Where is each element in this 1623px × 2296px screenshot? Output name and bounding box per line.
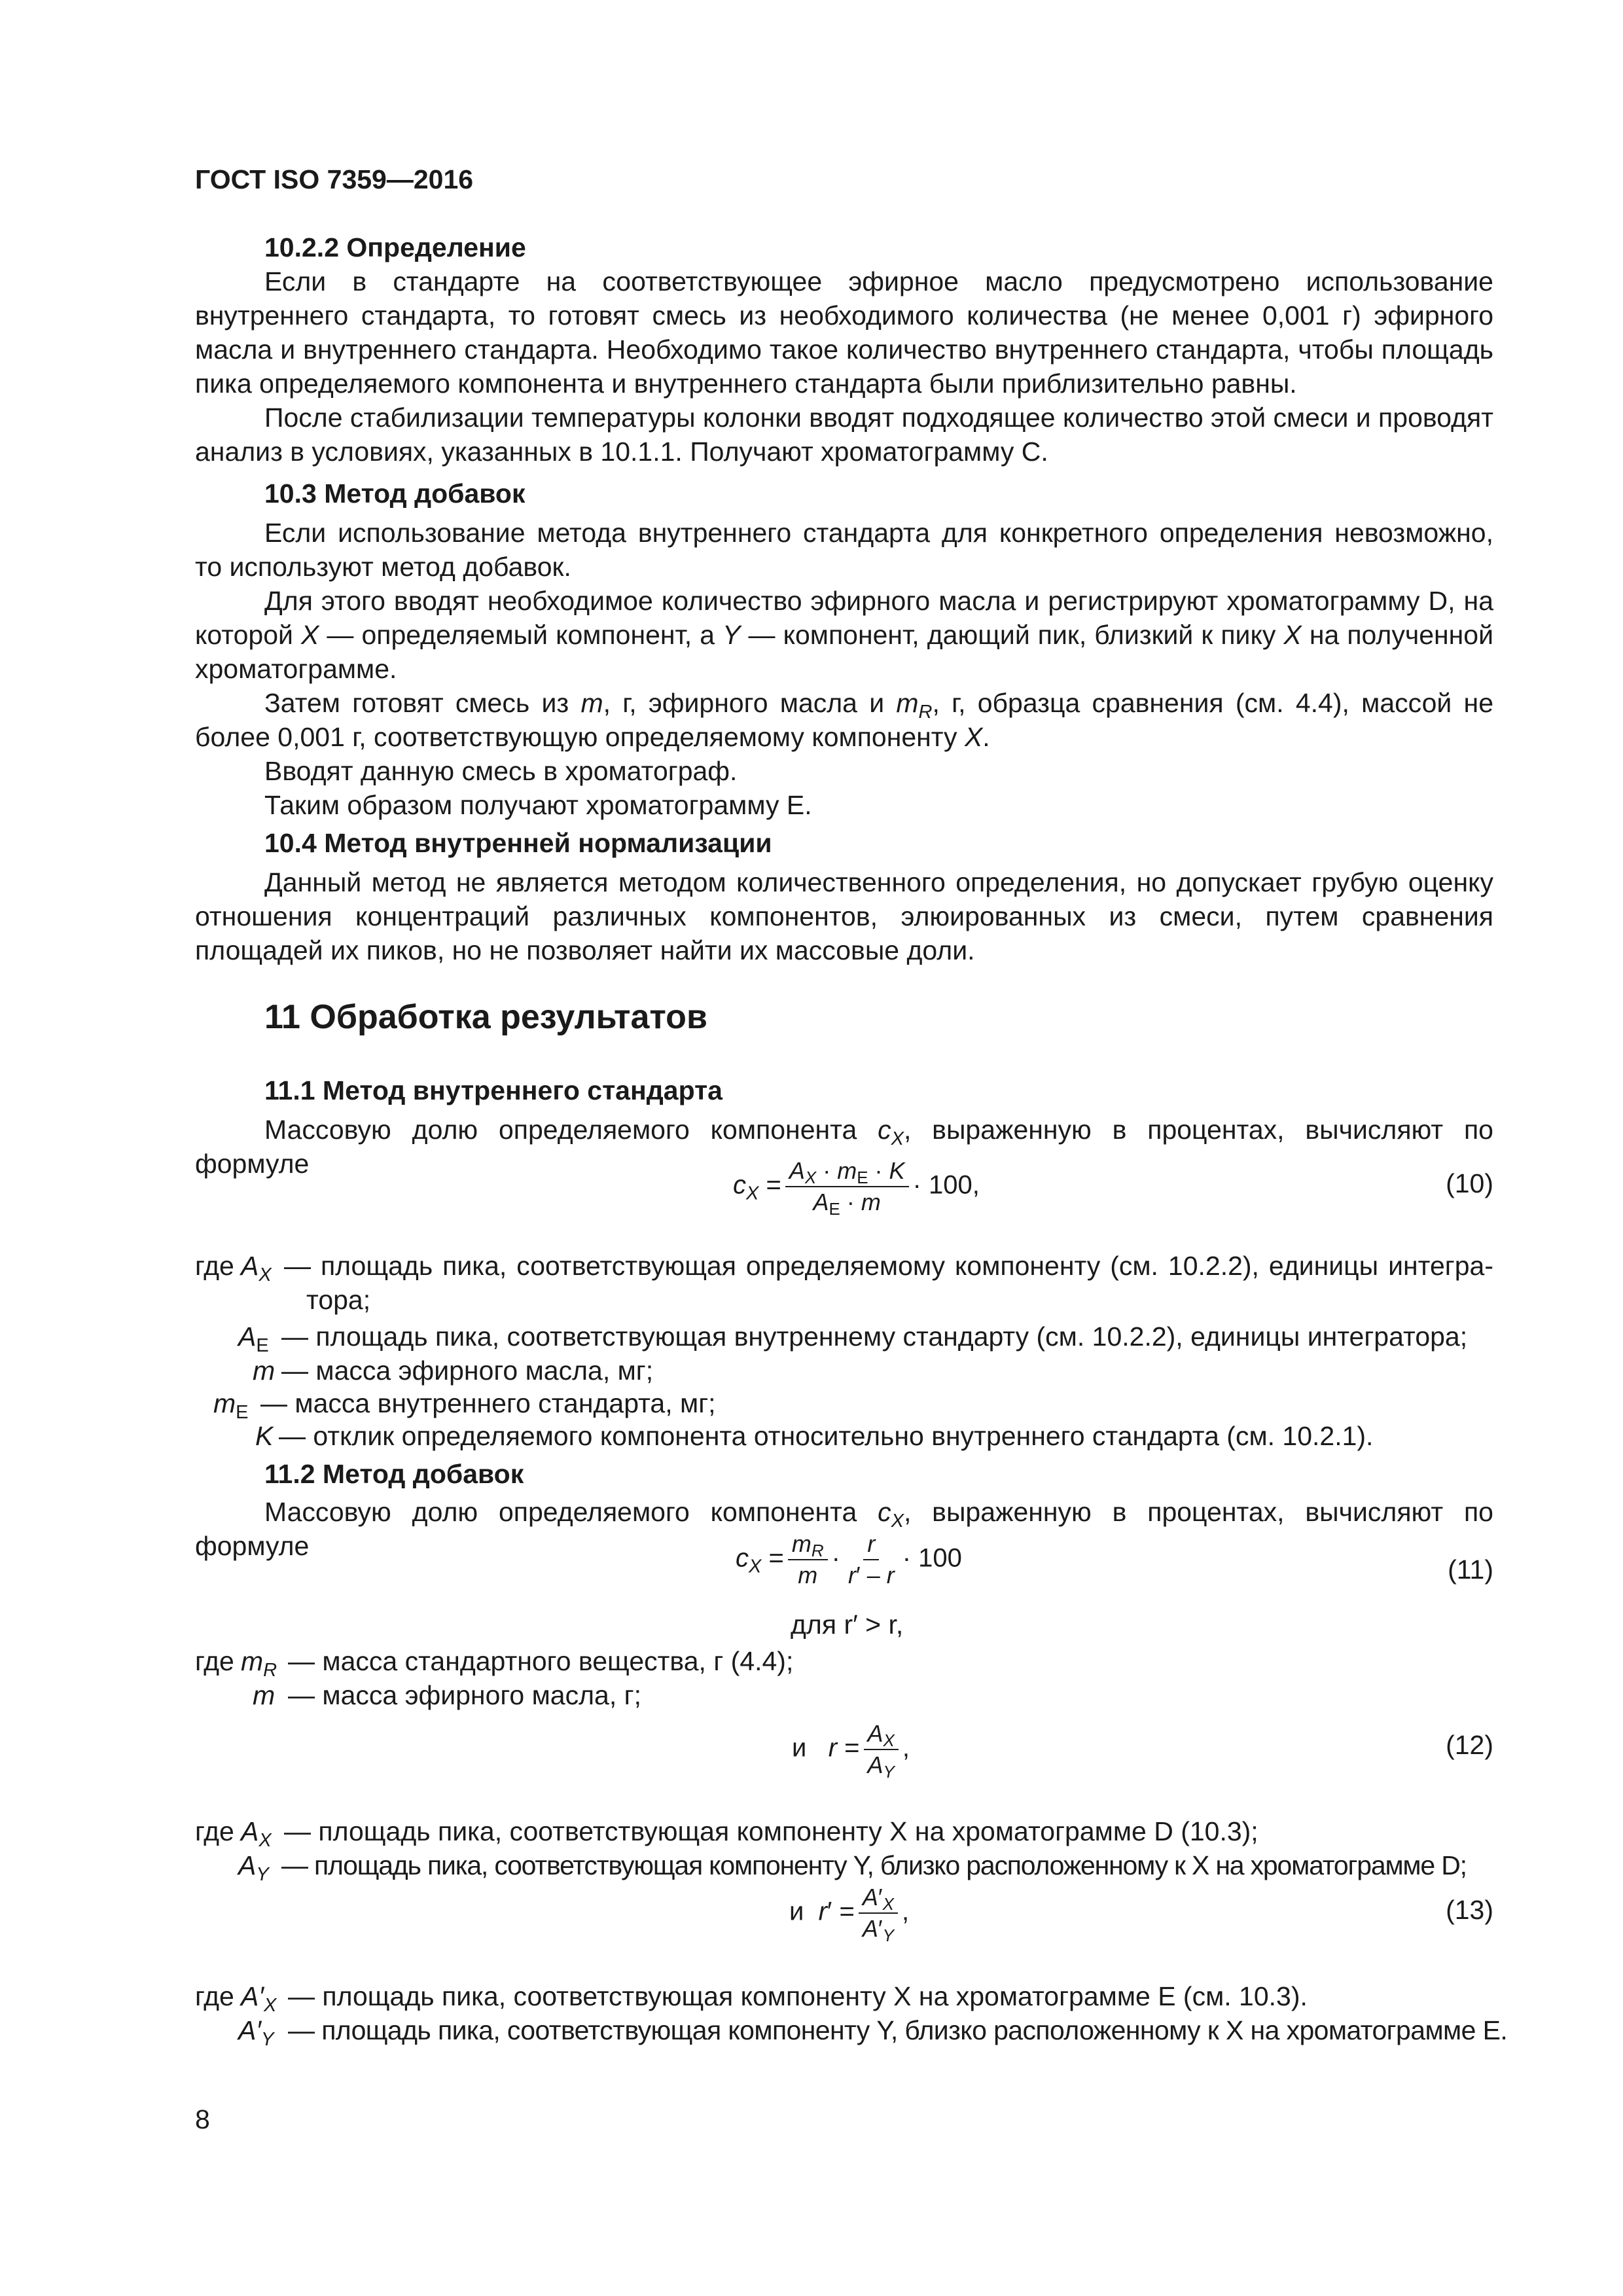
section-10-4-paragraph-1: Данный метод не является методом количественного определения, но допускает грубую оценку отношения концентраций различных компонентов, элюированных из смеси, путем сравнения площадей их пиков, но не позволяет найти их массовые доли. — [195, 867, 1493, 965]
legend-m2-text: — масса эфирного масла, г; — [288, 1680, 641, 1710]
section-10-2-2-paragraph-1: Если в стандарте на соответствующее эфирное масло предусмотрено использование внутреннего стандарта, то готовят смесь из необходимого количества (не менее 0,001 г) эфирного масла и внутреннего стандарта. Необходимо такое количество внутреннего стандарта, чтобы площадь пика определяемого компонента и внутреннего стандарта были приблизительно равны. — [195, 266, 1493, 399]
formula-11-number: (11) — [1448, 1554, 1493, 1585]
legend-m-symbol: m — [253, 1355, 276, 1386]
section-11-2-intro: Массовую долю определяемого компонента $c_X$, выраженную в процентах, вычисляют по формуле — [195, 1497, 1493, 1561]
page-number: 8 — [195, 2104, 210, 2134]
legend-apy-symbol: $A'_Y$ — [238, 2015, 274, 2050]
section-11-1-intro: Массовую долю определяемого компонента $c_X$, выраженную в процентах, вычисляют по формуле — [195, 1115, 1493, 1179]
legend-apx-text: — площадь пика, соответствующая компоненту X на хроматограмме Е (см. 10.3). — [288, 1981, 1308, 2011]
where-label-4: где — [195, 1981, 234, 2011]
where-label: где — [195, 1251, 234, 1281]
legend-ay-symbol: $A_Y$ — [238, 1850, 269, 1885]
formula-13-number: (13) — [1446, 1895, 1493, 1925]
legend-ax-symbol: $A_X$ — [241, 1251, 272, 1285]
section-10-2-2-title: 10.2.2 Определение — [264, 232, 526, 262]
section-11-1-title: 11.1 Метод внутреннего стандарта — [264, 1075, 722, 1105]
legend-m2-symbol: m — [253, 1680, 276, 1710]
section-11-heading: 11 Обработка результатов — [264, 998, 707, 1036]
formula-11: $c_X$ = $\frac{m_R}{m}$ · $\frac{r}{r' - r}$ · 100 — [736, 1530, 962, 1588]
legend-k-text: — отклик определяемого компонента относительно внутреннего стандарта (см. 10.2.1). — [279, 1421, 1374, 1451]
formula-11-condition: для r′ > r, — [791, 1609, 904, 1640]
formula-12: и r = $\frac{A_X}{A_Y}$ , — [792, 1720, 910, 1782]
section-11-2-title: 11.2 Метод добавок — [264, 1459, 524, 1489]
legend-ax2-text: — площадь пика, соответствующая компоненту X на хроматограмме D (10.3); — [284, 1816, 1258, 1846]
formula-12-number: (12) — [1446, 1730, 1493, 1760]
section-10-3-paragraph-2: Для этого вводят необходимое количество эфирного масла и регистрируют хроматограмму D, на которой X — определяемый компонент, а Y — компонент, дающий пик, близкий к пику X на полученной хроматограмме. — [195, 586, 1494, 684]
legend-me-text: — масса внутреннего стандарта, мг; — [260, 1388, 716, 1418]
formula-13: и r′ = $\frac{A'_X}{A'_Y}$ , — [789, 1884, 910, 1945]
section-10-2-2-paragraph-2: После стабилизации температуры колонки вводят подходящее количество этой смеси и проводят анализ в условиях, указанных в 10.1.1. Получают хроматограмму С. — [195, 403, 1493, 467]
document-header: ГОСТ ISO 7359—2016 — [195, 164, 474, 194]
legend-m-text: — масса эфирного масла, мг; — [281, 1355, 654, 1386]
legend-ay-text: — площадь пика, соответствующая компоненту Y, близко расположенному к X на хроматограмме D; — [281, 1850, 1467, 1880]
legend-ae-text: — площадь пика, соответствующая внутреннему стандарту (см. 10.2.2), единицы интегратора; — [281, 1321, 1468, 1352]
legend-ax-text: — площадь пика, соответствующая определяемому компоненту (см. 10.2.2), единицы интегра- — [284, 1251, 1493, 1281]
section-10-3-paragraph-1: Если использование метода внутреннего стандарта для конкретного определения невозможно, то используют метод добавок. — [195, 518, 1493, 582]
formula-10-number: (10) — [1446, 1168, 1493, 1198]
section-10-4-title: 10.4 Метод внутренней нормализации — [264, 828, 772, 858]
legend-k-symbol: K — [255, 1421, 274, 1451]
legend-ax-text-cont: тора; — [306, 1285, 371, 1315]
legend-mr-text: — масса стандартного вещества, г (4.4); — [288, 1646, 794, 1676]
where-label-2: где — [195, 1646, 234, 1676]
legend-ae-symbol: $A_E$ — [238, 1321, 269, 1356]
legend-mr-symbol: $m_R$ — [241, 1646, 277, 1681]
section-10-3-title: 10.3 Метод добавок — [264, 478, 526, 509]
legend-me-symbol: $m_E$ — [213, 1388, 249, 1423]
where-label-3: где — [195, 1816, 234, 1846]
section-10-3-paragraph-4: Вводят данную смесь в хроматограф. — [264, 756, 738, 786]
section-10-3-paragraph-3: Затем готовят смесь из m, г, эфирного масла и $m_R$, г, образца сравнения (см. 4.4), массой не более 0,001 г, соответствующую определяемому компоненту X. — [195, 688, 1493, 752]
legend-ax2-symbol: $A_X$ — [241, 1816, 272, 1851]
formula-10: $c_X$ = $\frac{A_X \cdot m_E \cdot K}{A_E \cdot m}$ · 100, — [733, 1157, 980, 1219]
legend-apx-symbol: $A'_X$ — [241, 1981, 277, 2016]
section-10-3-paragraph-5: Таким образом получают хроматограмму Е. — [264, 790, 812, 820]
legend-apy-text: — площадь пика, соответствующая компоненту Y, близко расположенному к X на хроматограмме Е. — [288, 2015, 1508, 2045]
